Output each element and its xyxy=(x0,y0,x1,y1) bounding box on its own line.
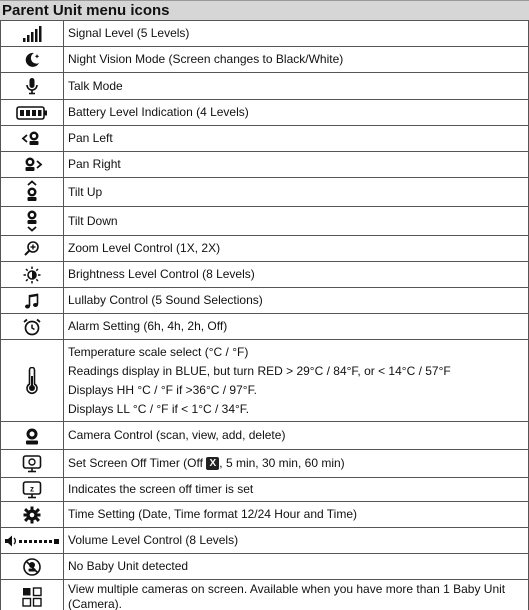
microphone-icon xyxy=(21,76,43,96)
row-text: Battery Level Indication (4 Levels) xyxy=(64,100,529,126)
table-row xyxy=(1,580,529,610)
gear-icon xyxy=(21,505,43,525)
row-text: Readings display in BLUE, but turn RED > 29°C / 84°F, or < 14°C / 57°F xyxy=(68,363,451,378)
thermometer-icon xyxy=(21,367,43,395)
tilt-up-icon xyxy=(21,180,43,204)
row-text: Tilt Up xyxy=(64,178,529,207)
pan-left-icon xyxy=(21,129,43,149)
row-text: Pan Left xyxy=(64,126,529,152)
table-row xyxy=(1,262,529,288)
table-row xyxy=(1,288,529,314)
table-row xyxy=(1,178,529,207)
pan-right-icon xyxy=(21,155,43,175)
row-text: Set Screen Off Timer (Off X , 5 min, 30 min, 60 min) xyxy=(64,450,529,478)
table-row xyxy=(1,528,529,554)
row-text: Brightness Level Control (8 Levels) xyxy=(64,262,529,288)
screen-timer-set-icon xyxy=(21,480,43,500)
table-row xyxy=(1,478,529,502)
table-row xyxy=(1,422,529,450)
row-text: Displays LL °C / °F if < 1°C / 34°F. xyxy=(68,401,250,416)
table-row xyxy=(1,73,529,100)
row-text: Volume Level Control (8 Levels) xyxy=(64,528,529,554)
row-text: Talk Mode xyxy=(64,73,529,100)
table-row xyxy=(1,502,529,528)
music-note-icon xyxy=(21,291,43,311)
row-text: Camera Control (scan, view, add, delete) xyxy=(64,422,529,450)
table-row xyxy=(1,340,529,422)
row-text: Lullaby Control (5 Sound Selections) xyxy=(64,288,529,314)
off-badge-icon: X xyxy=(206,457,219,470)
table-row xyxy=(1,152,529,178)
speaker-icon xyxy=(3,531,61,551)
table-row xyxy=(1,47,529,73)
table-row xyxy=(1,554,529,580)
row-text: Pan Right xyxy=(64,152,529,178)
table-row xyxy=(1,314,529,340)
tilt-down-icon xyxy=(21,209,43,233)
table-row xyxy=(1,100,529,126)
row-text: Temperature scale select (°C / °F) xyxy=(68,344,249,359)
table-title: Parent Unit menu icons xyxy=(0,0,529,20)
signal-bars-icon xyxy=(21,24,43,44)
temperature-description xyxy=(64,340,529,422)
table-row xyxy=(1,126,529,152)
table-row xyxy=(1,207,529,236)
alarm-clock-icon xyxy=(21,317,43,337)
row-text: Signal Level (5 Levels) xyxy=(64,21,529,47)
row-text: No Baby Unit detected xyxy=(64,554,529,580)
row-text: Time Setting (Date, Time format 12/24 Hour and Time) xyxy=(64,502,529,528)
zoom-icon xyxy=(21,239,43,259)
row-text: Zoom Level Control (1X, 2X) xyxy=(64,236,529,262)
no-baby-unit-icon xyxy=(21,557,43,577)
table-row xyxy=(1,21,529,47)
icons-table xyxy=(0,20,529,610)
table-row xyxy=(1,450,529,478)
row-text: Alarm Setting (6h, 4h, 2h, Off) xyxy=(64,314,529,340)
svg-text:z: z xyxy=(30,484,34,493)
row-text: Night Vision Mode (Screen changes to Black/White) xyxy=(64,47,529,73)
multi-view-icon xyxy=(21,585,43,609)
camera-icon xyxy=(21,426,43,446)
battery-icon xyxy=(16,103,48,123)
row-text: Displays HH °C / °F if >36°C / 97°F. xyxy=(68,382,257,397)
moon-icon xyxy=(21,50,43,70)
brightness-icon xyxy=(21,265,43,285)
table-row xyxy=(1,236,529,262)
row-text: Indicates the screen off timer is set xyxy=(64,478,529,502)
screen-off-timer-icon xyxy=(21,454,43,474)
row-text: View multiple cameras on screen. Available when you have more than 1 Baby Unit (Camera). xyxy=(64,580,529,610)
row-text: Tilt Down xyxy=(64,207,529,236)
